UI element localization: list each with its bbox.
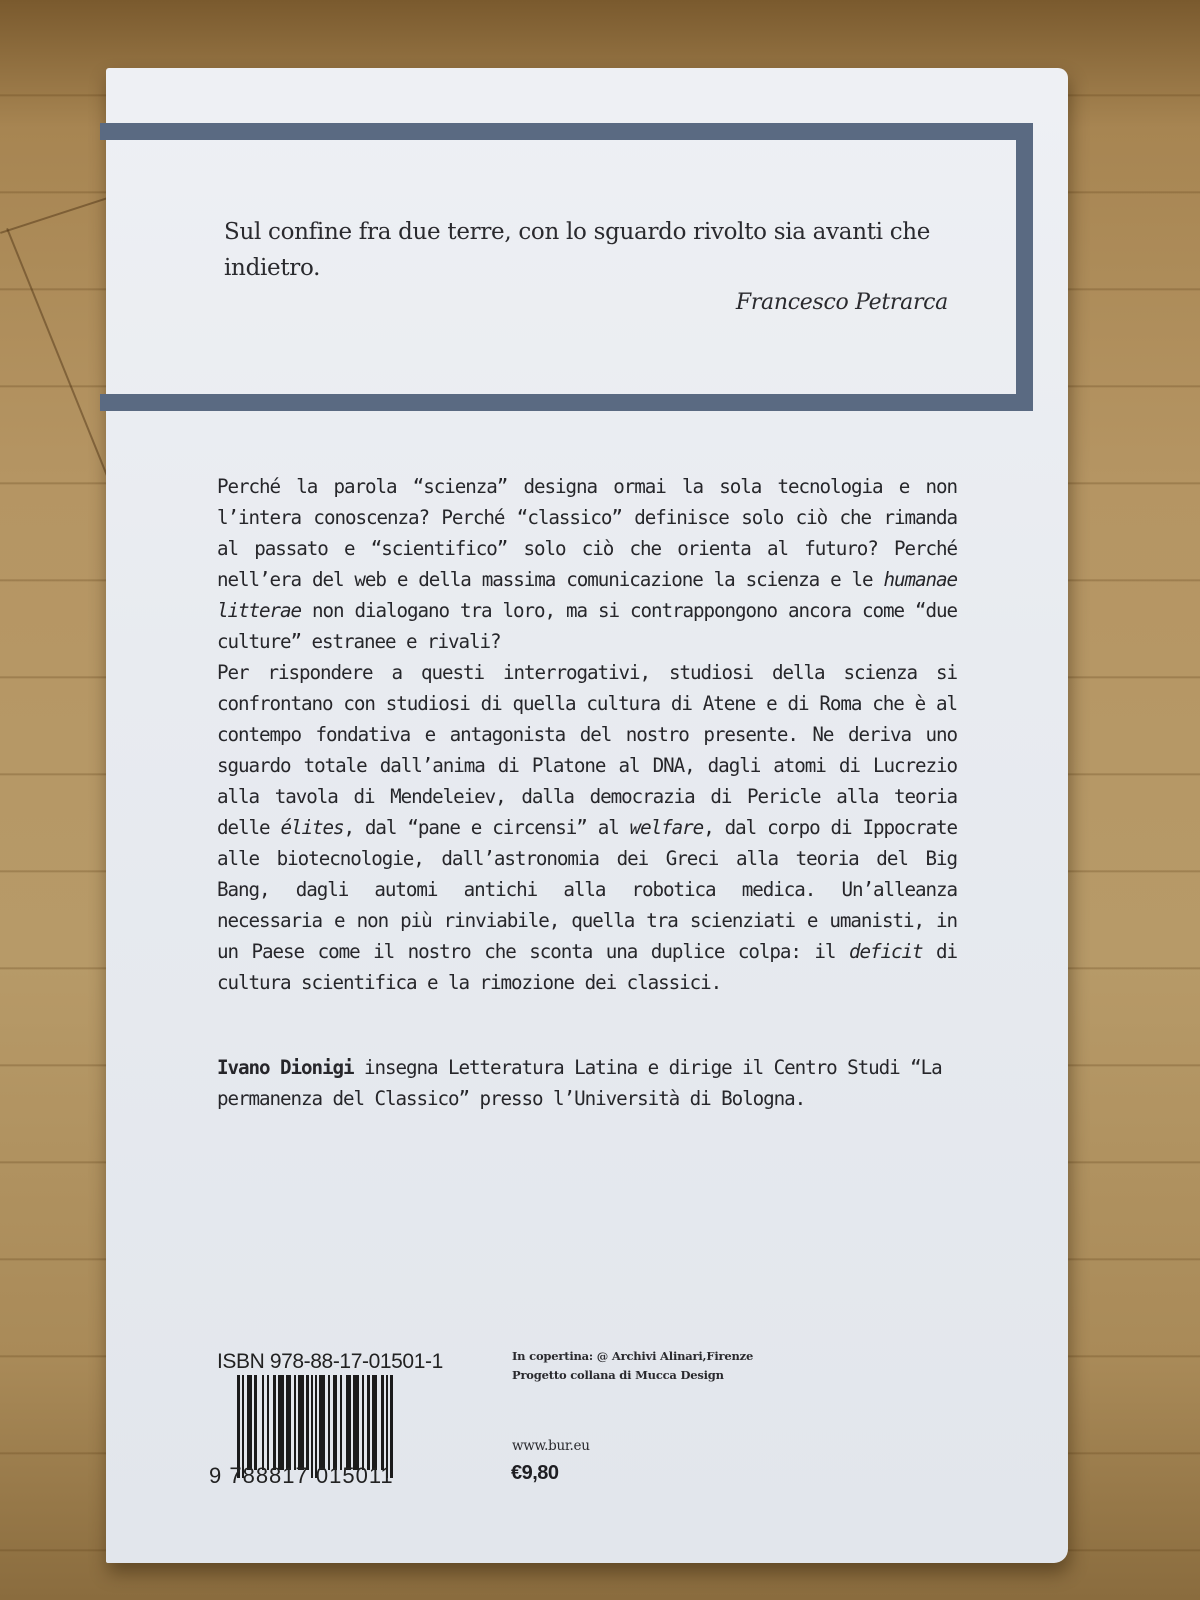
book-back-cover (106, 68, 1068, 1563)
blurb-text (217, 471, 957, 998)
publisher-website: www.bur.eu (512, 1438, 590, 1454)
isbn-label: ISBN 978-88-17-01501-1 (217, 1350, 443, 1373)
credits (512, 1347, 753, 1385)
author-name: Ivano Dionigi (217, 1056, 354, 1079)
cover-credit: In copertina: @ Archivi Alinari,Firenze (512, 1349, 754, 1363)
author-bio: Ivano Dionigi insegna Letteratura Latina e dirige il Centro Studi “La permanenza del Classico” presso l’Università di Bologna. (217, 1056, 942, 1110)
barcode-digits: 9 788817 015011 (209, 1463, 394, 1488)
blurb-paragraph-2: Per rispondere a questi interrogativi, studiosi della scienza si confrontano con studiosi di quella cultura di Atene e di Roma che è al contempo fondativa e antagonista del nostro presente. Ne deriva uno sguardo totale dall’anima di Platone al DNA, dagli atomi di Lucrezio alla tavola di Mendeleiev, dalla democrazia di Pericle alla teoria delle élites, dal “pane e circensi” al welfare, dal corpo di Ippocrate alle biotecnologie, dall’astronomia dei Greci alla teoria del Big Bang, dagli automi antichi alla robotica medica. Un’alleanza necessaria e non più rinviabile, quella tra scienziati e umanisti, in un Paese come il nostro che sconta una duplice colpa: il deficit di cultura scientifica e la rimozione dei classici. (217, 661, 957, 994)
blurb-paragraph-1: Perché la parola “scienza” designa ormai la sola tecnologia e non l’intera conoscenza? Perché “classico” definisce solo ciò che rimanda al passato e “scientifico” solo ciò che orienta al futuro? Perché nell’era del web e della massima comunicazione la scienza e le humanae litterae non dialogano tra loro, ma si contrappongono ancora come “due culture” estranee e rivali? (217, 475, 957, 653)
epigraph-quote: Sul confine fra due terre, con lo sguardo rivolto sia avanti che indietro. (224, 219, 931, 281)
series-design-credit: Progetto collana di Mucca Design (512, 1368, 724, 1382)
price: €9,80 (511, 1462, 559, 1484)
epigraph-author: Francesco Petrarca (735, 290, 948, 315)
barcode-icon (237, 1375, 451, 1470)
